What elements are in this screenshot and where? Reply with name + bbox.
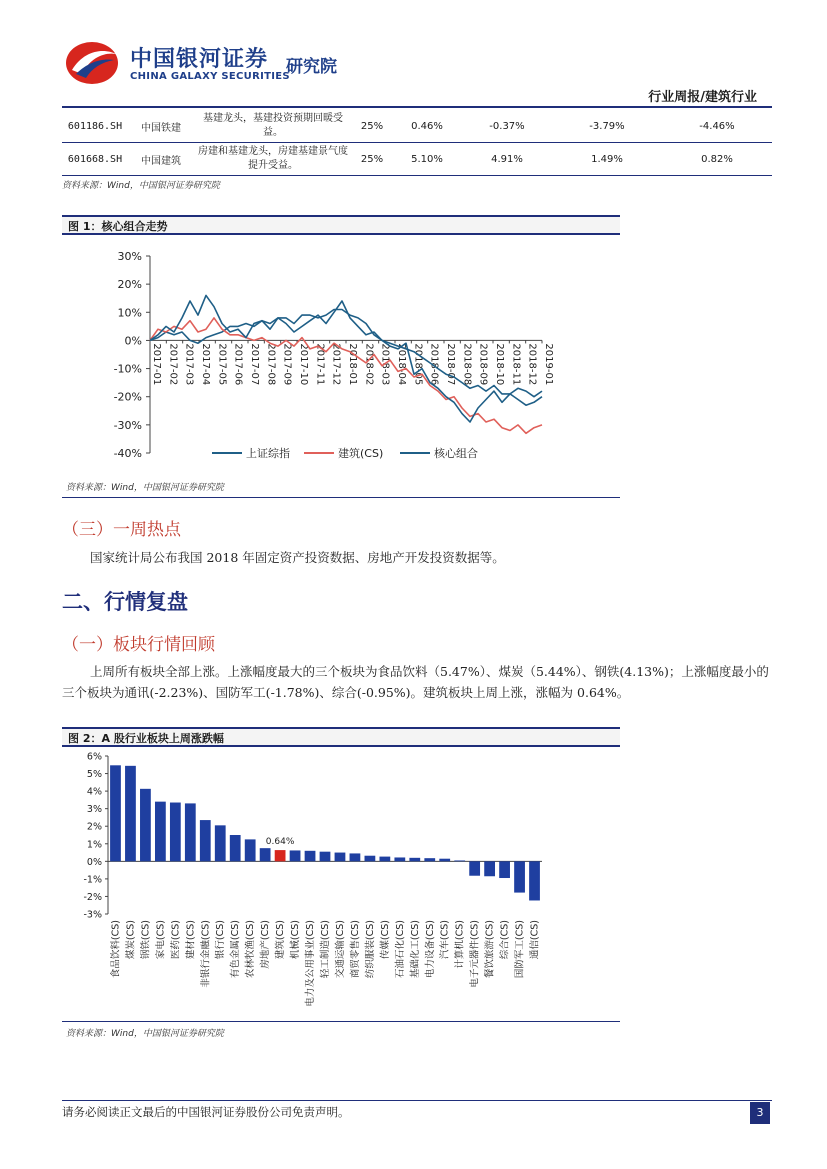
category-label: 建材(CS) [185,920,197,960]
y-tick-label: 0% [124,334,142,348]
bar-钢铁(CS) [140,789,151,862]
stock-name: 中国建筑 [128,143,194,176]
bar-电力及公用事业(CS) [305,851,316,862]
y-tick-label: 5% [86,769,102,781]
y-tick-label: -40% [113,447,142,460]
category-label: 交通运输(CS) [334,920,346,979]
bar-国防军工(CS) [514,861,525,892]
stock-return-1: 5.10% [392,143,462,176]
bar-综合(CS) [499,861,510,878]
category-label: 建筑(CS) [275,920,287,960]
category-label: 轻工制造(CS) [320,920,331,979]
y-tick-label: 4% [86,786,102,798]
bar-商贸零售(CS) [350,853,361,861]
bar-餐饮旅游(CS) [484,861,495,876]
hot-topics-text: 国家统计局公布我国 2018 年固定资产投资数据、房地产开发投资数据等。 [90,550,505,565]
category-label: 通信(CS) [529,920,541,960]
y-tick-label: 0% [86,856,102,868]
x-tick-label: 2017-02 [167,343,179,386]
category-label: 有色金属(CS) [230,920,242,979]
table-source-note: 资料来源：Wind，中国银河证券研究院 [62,181,220,191]
y-tick-label: -2% [83,891,102,903]
bar-通信(CS) [529,861,540,900]
stock-weight: 25% [352,143,392,176]
category-label: 国防军工(CS) [514,920,526,979]
x-tick-label: 2018-11 [510,343,522,386]
sector-review-paragraph: 上周所有板块全部上涨。上涨幅度最大的三个板块为食品饮料（5.47%）、煤炭（5.44%）、钢铁(4.13%)；上涨幅度最小的三个板块为通讯(-2.23%)、国防军工(-1.78%)、综合(-0.95%)。建筑板块上周上涨，涨幅为 0.64%。 [62,664,769,700]
document-type: 行业周报/建筑行业 [648,90,757,105]
bar-银行(CS) [215,825,226,861]
x-tick-label: 2018-01 [347,343,358,386]
y-tick-label: 3% [86,804,102,816]
stock-weight: 25% [352,110,392,143]
portfolio-table [62,110,772,176]
category-label: 传媒(CS) [379,920,391,960]
x-tick-label: 2017-12 [330,343,342,386]
bar-建筑(CS) [275,850,286,861]
category-label: 电子元器件(CS) [469,920,481,988]
x-tick-label: 2017-10 [298,343,309,386]
bar-建材(CS) [185,803,196,861]
category-label: 医药(CS) [170,920,182,960]
bar-房地产(CS) [260,848,271,861]
bar-电子元器件(CS) [469,861,480,875]
x-tick-label: 2018-08 [461,343,473,386]
galaxy-logo-icon [64,40,120,86]
x-tick-label: 2018-12 [526,343,538,386]
stock-name: 中国铁建 [128,110,194,143]
table-row [62,110,772,143]
category-label: 煤炭(CS) [125,920,137,960]
category-label: 家电(CS) [155,920,167,960]
stock-reason: 房建和基建龙头，房建基建景气度提升受益。 [194,143,352,176]
y-tick-label: -10% [113,362,142,376]
x-tick-label: 2018-02 [363,343,375,386]
x-tick-label: 2019-01 [543,343,554,386]
x-tick-label: 2017-05 [216,343,228,386]
y-tick-label: 10% [117,306,142,320]
legend-label: 上证综指 [246,447,290,460]
bar-电力设备(CS) [424,858,435,861]
category-label: 纺织服装(CS) [364,920,376,979]
bar-食品饮料(CS) [110,765,121,861]
section-heading: 二、行情复盘 [62,589,188,614]
stock-return-3: 1.49% [552,143,662,176]
stock-code: 601186.SH [62,110,128,143]
y-tick-label: -30% [113,418,142,432]
bar-汽车(CS) [439,859,450,862]
figure2-bottom-rule [62,1021,620,1022]
category-label: 电力及公用事业(CS) [305,920,317,1007]
bar-医药(CS) [170,803,181,862]
x-tick-label: 2017-01 [151,343,162,386]
x-tick-label: 2018-10 [494,343,505,386]
figure2-bar-chart [62,748,620,1016]
x-tick-label: 2018-07 [445,343,456,386]
bar-计算机(CS) [454,860,465,861]
category-label: 农林牧渔(CS) [245,920,257,979]
x-tick-label: 2017-11 [314,343,326,386]
footer-divider [62,1100,772,1101]
institute-name: 研究院 [286,57,337,77]
category-label: 计算机(CS) [454,920,466,969]
hot-topics-heading: （三）一周热点 [62,520,181,540]
stock-return-4: 0.82% [662,143,772,176]
bar-农林牧渔(CS) [245,839,256,861]
category-label: 钢铁(CS) [140,920,152,960]
category-label: 机械(CS) [290,920,302,960]
y-tick-label: 30% [117,250,142,263]
stock-return-1: 0.46% [392,110,462,143]
x-tick-label: 2018-06 [428,343,440,386]
x-tick-label: 2017-04 [200,343,211,386]
y-tick-label: 20% [117,278,142,292]
bar-交通运输(CS) [335,853,346,862]
bar-非银行金融(CS) [200,820,211,861]
figure2-source: 资料来源：Wind，中国银河证券研究院 [66,1029,224,1039]
x-tick-label: 2017-09 [281,343,293,386]
y-tick-label: 1% [86,839,102,851]
x-tick-label: 2018-04 [396,343,407,386]
table-row [62,143,772,176]
legend-label: 核心组合 [434,447,478,460]
footer-disclaimer: 请务必阅读正文最后的中国银河证券股份公司免责声明。 [62,1105,350,1119]
x-tick-label: 2017-03 [183,343,195,386]
category-label: 房地产(CS) [260,920,272,969]
y-tick-label: 6% [86,751,102,763]
figure2-title: 图 2：A 股行业板块上周涨跌幅 [62,727,620,747]
logo-mark [64,40,120,86]
y-tick-label: 2% [86,821,102,833]
stock-code: 601668.SH [62,143,128,176]
bar-煤炭(CS) [125,766,136,862]
category-label: 商贸零售(CS) [349,920,361,979]
page-number: 3 [750,1102,770,1124]
stock-reason: 基建龙头，基建投资预期回暖受益。 [194,110,352,143]
bar-石油石化(CS) [394,857,405,861]
figure1-line-chart [62,240,620,470]
bar-家电(CS) [155,802,166,862]
bar-有色金属(CS) [230,835,241,861]
sector-review-heading: （一）板块行情回顾 [62,635,215,655]
stock-return-2: -0.37% [462,110,552,143]
bar-纺织服装(CS) [365,856,376,862]
category-label: 石油石化(CS) [394,920,406,979]
category-label: 电力设备(CS) [424,920,436,979]
logo-english-name: CHINA GALAXY SECURITIES [130,71,290,82]
category-label: 非银行金融(CS) [200,920,212,988]
y-tick-label: -1% [83,874,102,886]
stock-return-3: -3.79% [552,110,662,143]
stock-return-4: -4.46% [662,110,772,143]
x-tick-label: 2017-08 [265,343,277,386]
y-tick-label: -20% [113,390,142,404]
x-tick-label: 2017-07 [249,343,260,386]
figure1-bottom-rule [62,497,620,498]
x-tick-label: 2018-03 [379,343,391,386]
highlight-value-label: 0.64% [265,837,295,848]
y-tick-label: -3% [83,909,102,921]
bar-基础化工(CS) [409,858,420,862]
legend-label: 建筑(CS) [338,447,384,460]
category-label: 汽车(CS) [439,920,451,960]
category-label: 餐饮旅游(CS) [484,920,496,979]
category-label: 基础化工(CS) [409,920,421,979]
x-tick-label: 2017-06 [232,343,244,386]
category-label: 综合(CS) [499,920,511,960]
header-divider [62,106,772,108]
bar-机械(CS) [290,850,301,861]
bar-传媒(CS) [379,857,390,862]
category-label: 银行(CS) [215,920,227,960]
figure1-title: 图 1：核心组合走势 [62,215,620,235]
stock-return-2: 4.91% [462,143,552,176]
bar-轻工制造(CS) [320,852,331,862]
logo-chinese-name: 中国银河证券 [130,47,269,72]
figure1-source: 资料来源：Wind，中国银河证券研究院 [66,483,224,493]
x-tick-label: 2018-05 [412,343,424,386]
category-label: 食品饮料(CS) [110,920,122,979]
x-tick-label: 2018-09 [477,343,489,386]
